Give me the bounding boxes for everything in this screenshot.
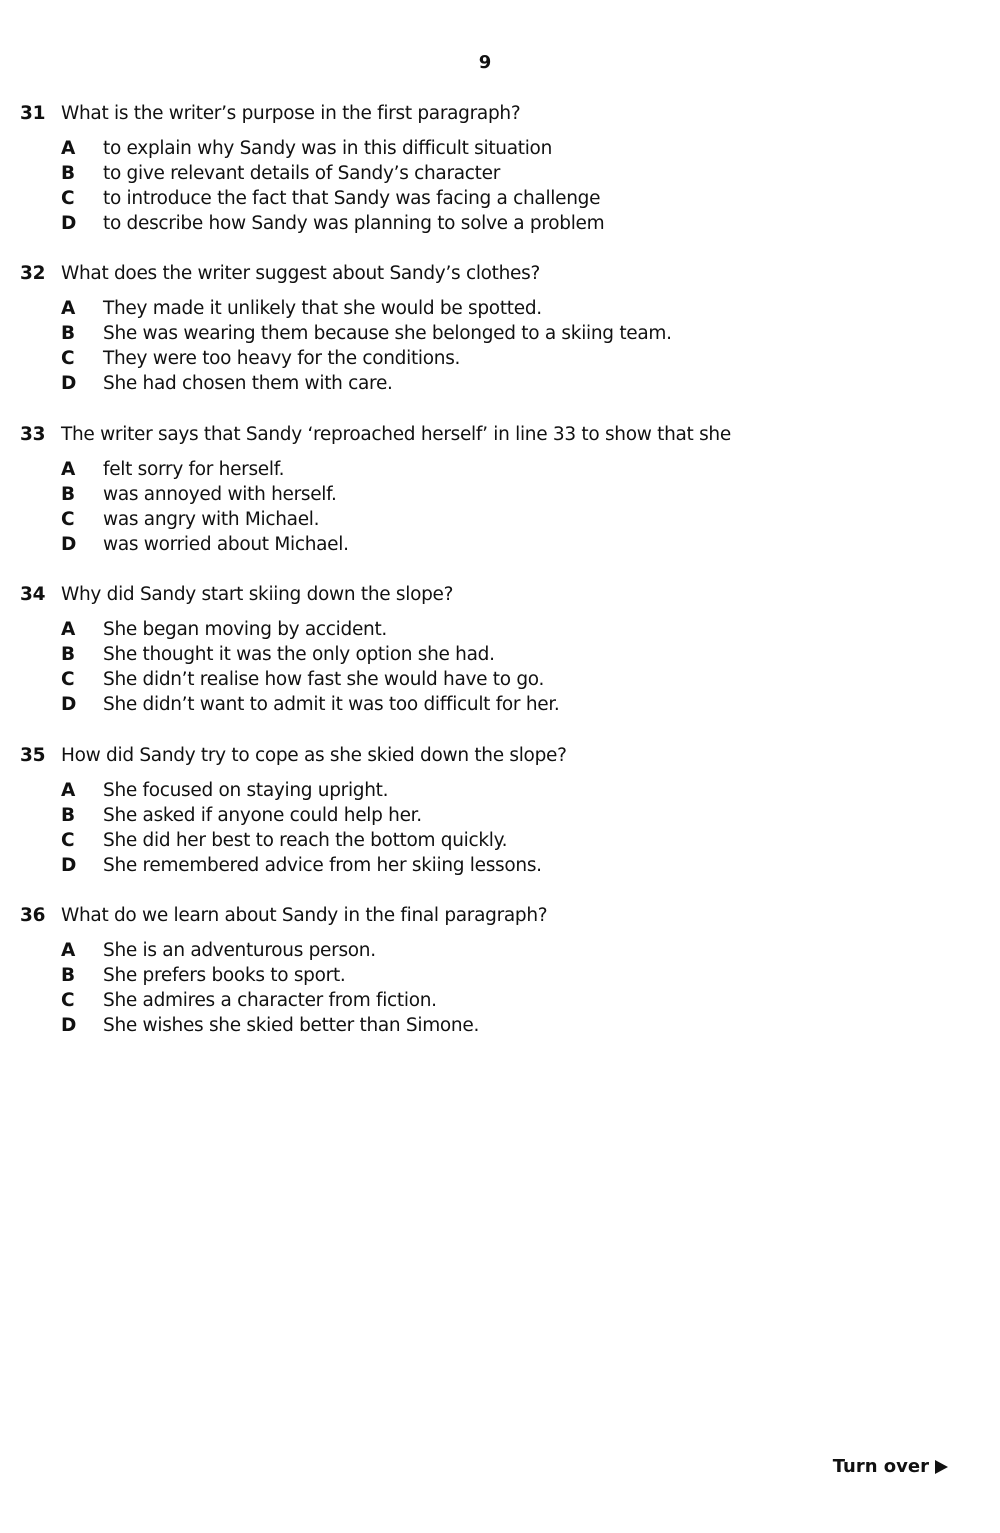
option-a[interactable] (20, 617, 970, 642)
option-b[interactable] (20, 482, 970, 507)
option-letter: C (61, 990, 75, 1011)
option-d[interactable] (20, 853, 970, 878)
question-text: How did Sandy try to cope as she skied down the slope? (61, 745, 567, 766)
question-text: Why did Sandy start skiing down the slope? (61, 584, 454, 605)
option-c[interactable] (20, 828, 970, 853)
question-34 (20, 582, 970, 717)
option-b[interactable] (20, 642, 970, 667)
option-a[interactable] (20, 296, 970, 321)
question-stem (20, 743, 970, 769)
option-letter: D (61, 855, 77, 876)
question-number: 33 (20, 424, 46, 445)
question-text: What does the writer suggest about Sandy’s clothes? (61, 263, 540, 284)
option-text: She prefers books to sport. (103, 965, 346, 986)
option-letter: B (61, 484, 75, 505)
option-list (20, 136, 970, 236)
turn-over-indicator (833, 1456, 948, 1477)
question-35 (20, 743, 970, 878)
option-letter: C (61, 509, 75, 530)
question-number: 31 (20, 103, 46, 124)
option-text: to give relevant details of Sandy’s character (103, 163, 501, 184)
option-c[interactable] (20, 507, 970, 532)
option-text: to explain why Sandy was in this difficult situation (103, 138, 553, 159)
question-36 (20, 903, 970, 1038)
option-list (20, 296, 970, 396)
question-stem (20, 582, 970, 608)
option-list (20, 617, 970, 717)
option-letter: D (61, 213, 77, 234)
question-stem (20, 101, 970, 127)
option-text: She didn’t want to admit it was too difficult for her. (103, 694, 560, 715)
option-letter: A (61, 459, 76, 480)
question-32 (20, 261, 970, 396)
question-stem (20, 903, 970, 929)
option-letter: B (61, 163, 75, 184)
option-c[interactable] (20, 988, 970, 1013)
question-number: 35 (20, 745, 46, 766)
option-letter: C (61, 669, 75, 690)
option-d[interactable] (20, 692, 970, 717)
option-c[interactable] (20, 667, 970, 692)
option-b[interactable] (20, 161, 970, 186)
option-text: was worried about Michael. (103, 534, 349, 555)
option-text: to describe how Sandy was planning to solve a problem (103, 213, 605, 234)
option-list (20, 457, 970, 557)
option-letter: A (61, 298, 76, 319)
option-text: to introduce the fact that Sandy was facing a challenge (103, 188, 601, 209)
option-d[interactable] (20, 371, 970, 396)
question-31 (20, 101, 970, 236)
option-letter: D (61, 694, 77, 715)
option-letter: B (61, 805, 75, 826)
turn-over-label: Turn over (832, 1456, 929, 1477)
option-text: She did her best to reach the bottom quickly. (103, 830, 508, 851)
option-letter: C (61, 830, 75, 851)
option-letter: A (61, 940, 76, 961)
option-letter: A (61, 780, 76, 801)
option-d[interactable] (20, 1013, 970, 1038)
option-a[interactable] (20, 136, 970, 161)
option-list (20, 938, 970, 1038)
option-a[interactable] (20, 938, 970, 963)
option-text: She began moving by accident. (103, 619, 387, 640)
option-text: She had chosen them with care. (103, 373, 393, 394)
option-list (20, 778, 970, 878)
option-letter: A (61, 619, 76, 640)
question-text: What is the writer’s purpose in the first paragraph? (61, 103, 521, 124)
option-text: was annoyed with herself. (103, 484, 337, 505)
option-text: They made it unlikely that she would be spotted. (103, 298, 542, 319)
option-text: felt sorry for herself. (103, 459, 285, 480)
option-d[interactable] (20, 211, 970, 236)
option-text: She focused on staying upright. (103, 780, 389, 801)
option-letter: C (61, 348, 75, 369)
question-number: 36 (20, 905, 46, 926)
question-text: What do we learn about Sandy in the final paragraph? (61, 905, 548, 926)
option-letter: B (61, 965, 75, 986)
question-number: 34 (20, 584, 46, 605)
option-text: She admires a character from fiction. (103, 990, 437, 1011)
option-c[interactable] (20, 186, 970, 211)
option-b[interactable] (20, 321, 970, 346)
option-letter: B (61, 644, 75, 665)
option-letter: D (61, 373, 77, 394)
option-b[interactable] (20, 963, 970, 988)
question-text: The writer says that Sandy ‘reproached herself’ in line 33 to show that she (61, 424, 731, 445)
option-a[interactable] (20, 778, 970, 803)
option-text: She remembered advice from her skiing lessons. (103, 855, 542, 876)
option-text: She asked if anyone could help her. (103, 805, 422, 826)
question-33 (20, 422, 970, 557)
option-letter: C (61, 188, 75, 209)
question-stem (20, 261, 970, 287)
option-letter: B (61, 323, 75, 344)
option-d[interactable] (20, 532, 970, 557)
option-letter: A (61, 138, 76, 159)
right-triangle-icon (935, 1460, 948, 1474)
page-number: 9 (478, 52, 492, 73)
option-text: She thought it was the only option she had. (103, 644, 495, 665)
option-text: She was wearing them because she belonged to a skiing team. (103, 323, 672, 344)
option-text: They were too heavy for the conditions. (103, 348, 461, 369)
option-a[interactable] (20, 457, 970, 482)
question-number: 32 (20, 263, 46, 284)
question-stem (20, 422, 970, 448)
option-text: She is an adventurous person. (103, 940, 376, 961)
option-letter: D (61, 534, 77, 555)
option-letter: D (61, 1015, 77, 1036)
option-text: was angry with Michael. (103, 509, 320, 530)
option-text: She didn’t realise how fast she would have to go. (103, 669, 545, 690)
option-b[interactable] (20, 803, 970, 828)
option-c[interactable] (20, 346, 970, 371)
option-text: She wishes she skied better than Simone. (103, 1015, 480, 1036)
